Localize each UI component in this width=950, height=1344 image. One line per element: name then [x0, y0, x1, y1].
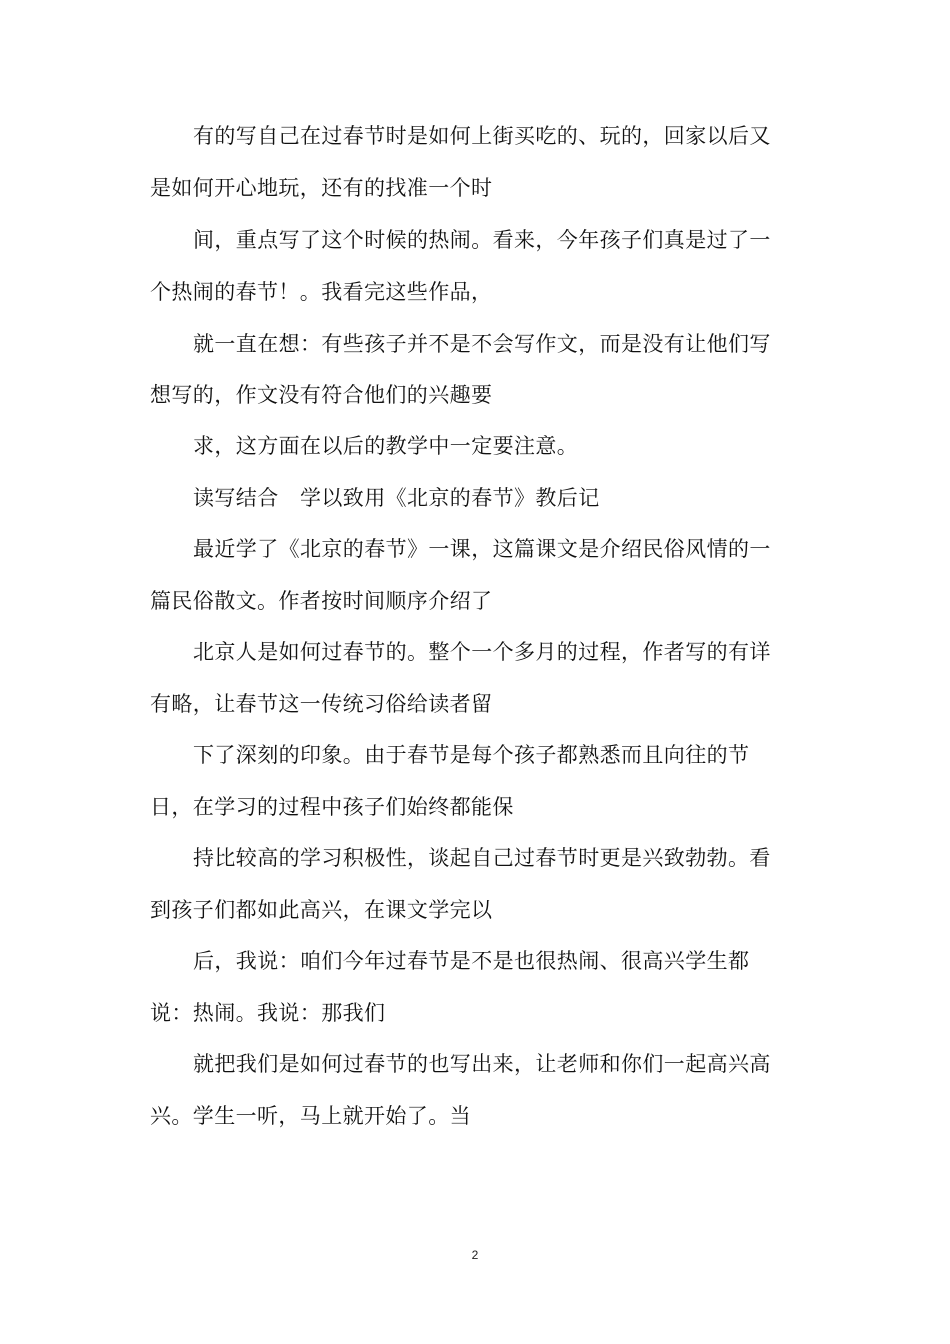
- text-line-11: 北京人是如何过春节的。整个一个多月的过程，作者写的有详: [193, 640, 771, 664]
- text-line-15: 持比较高的学习积极性，谈起自己过春节时更是兴致勃勃。看: [193, 846, 771, 870]
- text-line-9: 最近学了《北京的春节》一课，这篇课文是介绍民俗风情的一: [193, 537, 771, 561]
- text-line-16: 到孩子们都如此高兴，在课文学完以: [150, 898, 493, 922]
- text-line-4: 个热闹的春节！。我看完这些作品，: [150, 280, 493, 304]
- text-line-14: 日，在学习的过程中孩子们始终都能保: [150, 795, 514, 819]
- text-line-10: 篇民俗散文。作者按时间顺序介绍了: [150, 589, 493, 613]
- text-line-17: 后，我说：咱们今年过春节是不是也很热闹、很高兴学生都: [193, 949, 750, 973]
- page-number: 2: [471, 1248, 479, 1262]
- text-line-6: 想写的，作文没有符合他们的兴趣要: [150, 383, 493, 407]
- text-line-7: 求，这方面在以后的教学中一定要注意。: [193, 434, 579, 458]
- text-line-1: 有的写自己在过春节时是如何上街买吃的、玩的，回家以后又: [193, 124, 771, 148]
- text-line-2: 是如何开心地玩，还有的找准一个时: [150, 176, 493, 200]
- text-line-13: 下了深刻的印象。由于春节是每个孩子都熟悉而且向往的节: [193, 743, 750, 767]
- text-line-19: 就把我们是如何过春节的也写出来，让老师和你们一起高兴高: [193, 1052, 771, 1076]
- text-line-12: 有略，让春节这一传统习俗给读者留: [150, 692, 493, 716]
- article-title: 读写结合 学以致用《北京的春节》教后记: [193, 486, 600, 510]
- text-line-18: 说：热闹。我说：那我们: [150, 1001, 386, 1025]
- text-line-5: 就一直在想：有些孩子并不是不会写作文，而是没有让他们写: [193, 332, 771, 356]
- text-line-20: 兴。学生一听，马上就开始了。当: [150, 1104, 471, 1128]
- text-line-3: 间，重点写了这个时候的热闹。看来，今年孩子们真是过了一: [193, 228, 771, 252]
